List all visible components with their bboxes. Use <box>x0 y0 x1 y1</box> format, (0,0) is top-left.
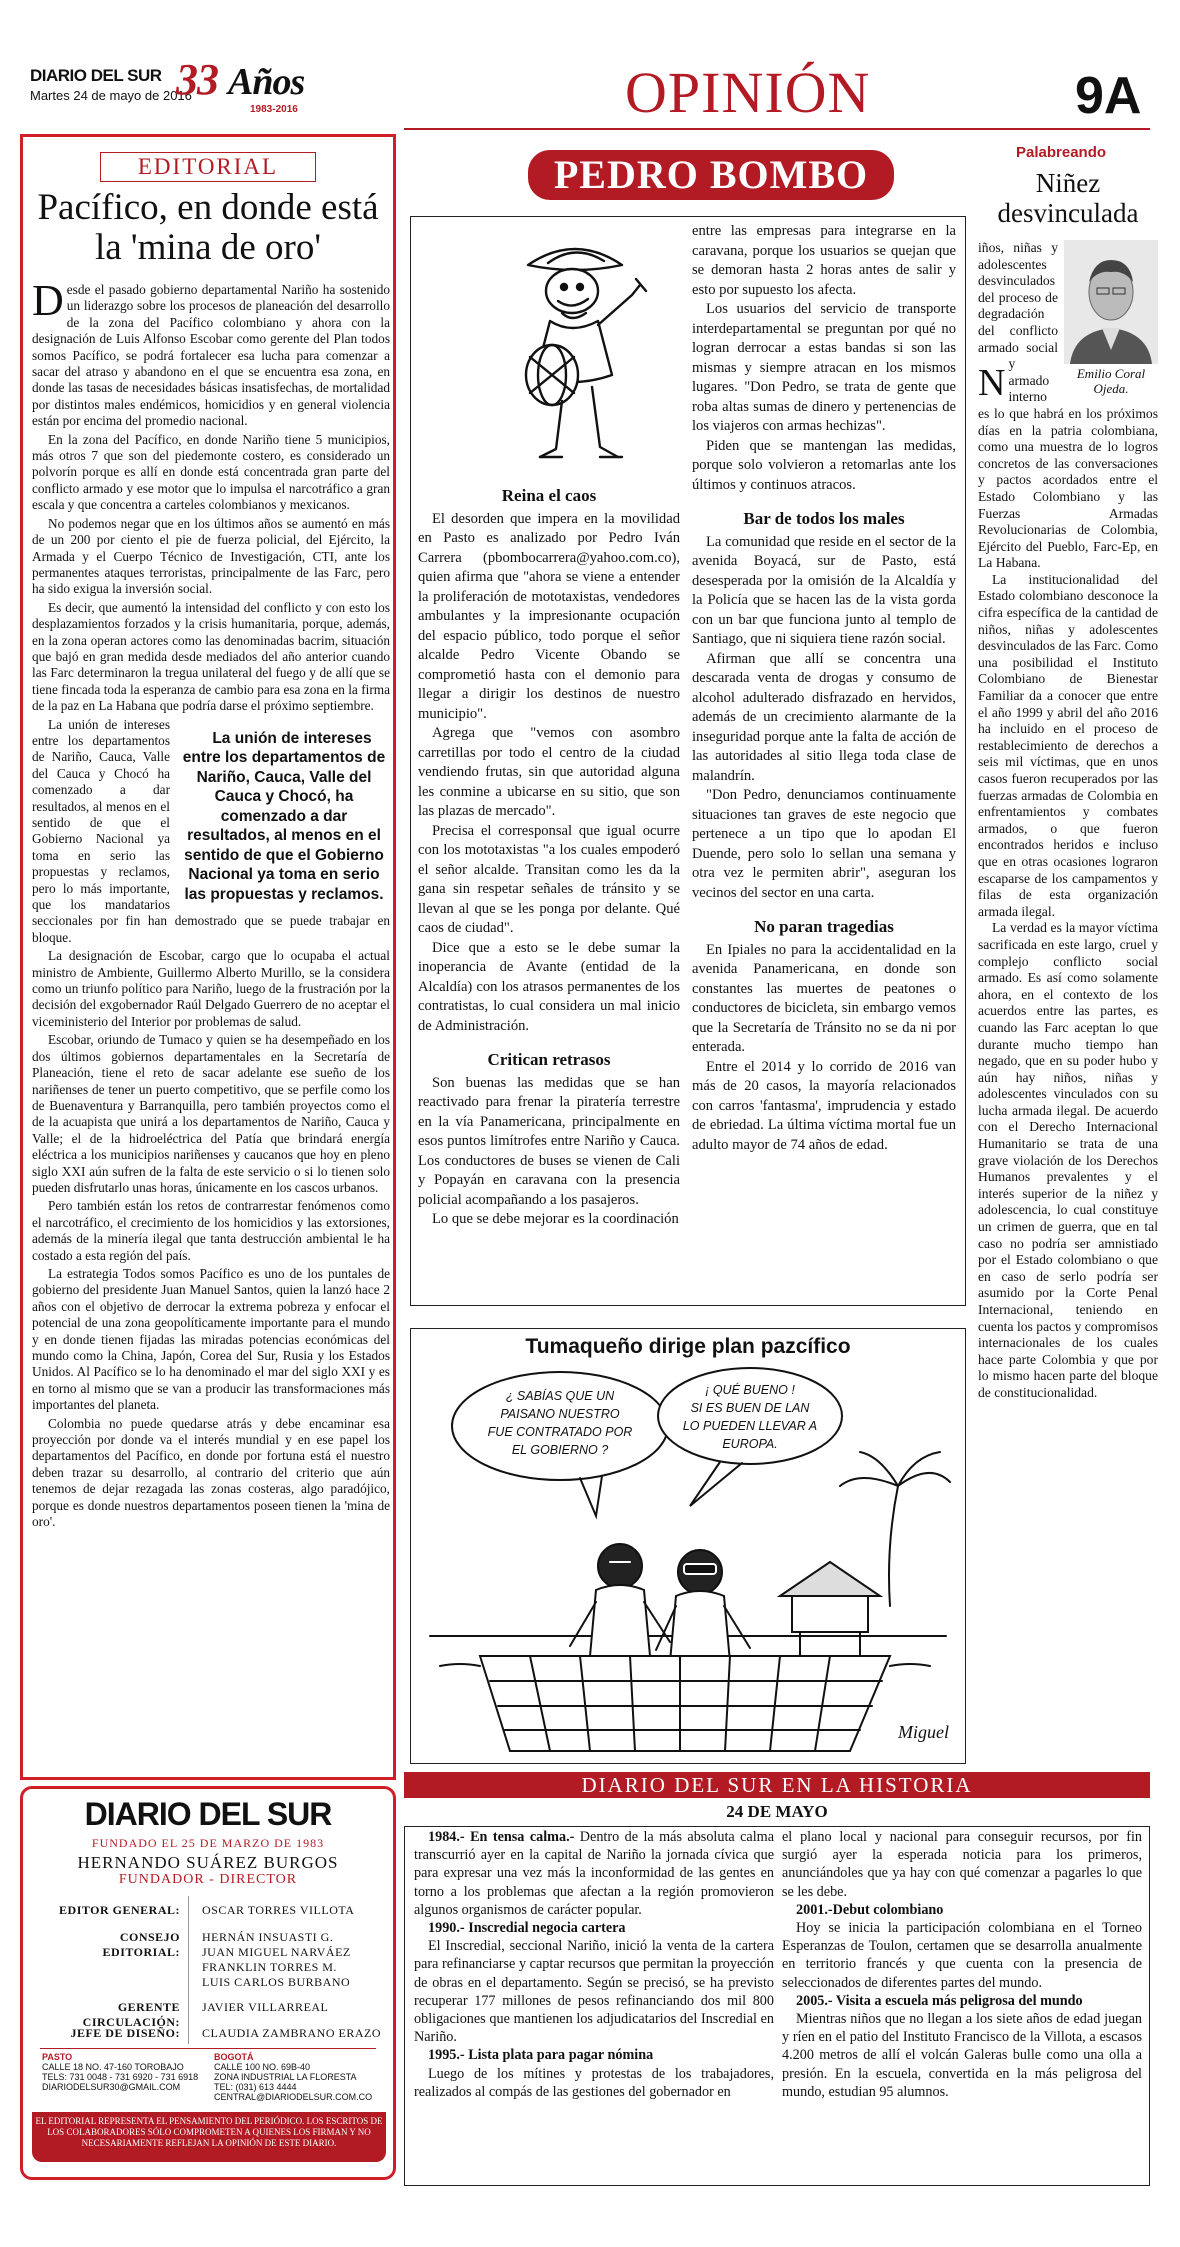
history-column-1 <box>414 1828 774 2101</box>
section-heading: Reina el caos <box>501 486 597 505</box>
column-paragraph: iños, niñas y adolescentes desvinculados del proceso de degradación del conflicto armado social y armado interno es lo que habrá en los próximos días en la patria colombiana, como una muestra de lo logros concretos de las conversaciones y pactos acordados entre el Estado Colombiano y las Fuerzas Armadas Revolucionarias de Colombia, Ejército del Pueblo, Farc-Ep, en La Habana. <box>978 240 1158 571</box>
staff-label: GERENTE CIRCULACIÓN: <box>82 2000 180 2029</box>
article-paragraph: En Ipiales no para la accidentalidad en la avenida Panamericana, en donde son constantes las muertes de peatones o conductores de bicicleta, sin embargo vemos que la Secretaría de Tránsito no se da ni por enterada. <box>692 941 956 1055</box>
page-number: 9A <box>1075 67 1142 125</box>
cartoon-title: Tumaqueño dirige plan pazcífico <box>525 1335 851 1358</box>
article-paragraph: Piden que se mantengan las medidas, porque solo volvieron a retomarlas ante los últimos y continuos atracos. <box>692 437 956 493</box>
article-paragraph: Lo que se debe mejorar es la coordinación <box>432 1211 679 1227</box>
founded-date: FUNDADO EL 25 DE MARZO DE 1983 <box>91 1836 325 1850</box>
article-paragraph: entre las empresas para integrarse en la caravana, porque los usuarios se quejan que se demoran hasta 2 horas antes de salir y esto por supuesto los afecta. <box>692 223 956 298</box>
anniversary-number: 33 <box>176 55 218 104</box>
editorial-paragraph: La designación de Escobar, cargo que lo ocupaba el actual ministro de Ambiente, Guillermo Alberto Murillo, se la considera como un triunfo político para Nariño, luego de la frustración por la decisión del exgobernador Raúl Delgado Guerrero de no aceptar el viceministerio del Interior por problemas de salud. <box>32 948 390 1029</box>
speech-text: ¿ SABÍAS QUE UN <box>505 1389 615 1403</box>
pasto-address: CALLE 18 NO. 47-160 TOROBAJO TELS: 731 0048 - 731 6920 - 731 6918 DIARIODELSUR30@GMAIL.COM <box>42 2062 199 2092</box>
pedro-bombo-column-1 <box>418 480 680 1230</box>
history-entry-heading: 2005.- Visita a escuela más peligrosa del mundo <box>796 1992 1083 2009</box>
history-entry-text: el plano local y nacional para conseguir recursos, por fin surgió ayer la esperada noticia para los primeros, anunciándoles que ya hay con qué comenzar a pagarles lo que se les debe. <box>782 1829 1142 1900</box>
history-entry-text: El Inscredial, seccional Nariño, inició la venta de la cartera para refinanciarse y captar recursos que permitan la proyección de obras en el departamento. Según se precisó, se ha previsto recuperar 177 millones de pesos refinanciando dos mil 800 obligaciones que mantienen los adjudicatarios del Inscredial en Nariño. <box>414 1938 774 2046</box>
founder-name: HERNANDO SUÁREZ BURGOS <box>77 1853 339 1872</box>
history-entry-text: Hoy se inicia la participación colombiana en el Torneo Esperanzas de Toulon, certamen que se desarrolla anualmente en territorio francés y que cuenta con la presencia de seleccionados de diferentes partes del mundo. <box>782 1920 1142 1991</box>
founder-role: FUNDADOR - DIRECTOR <box>118 1872 298 1887</box>
column-title: Niñez desvinculada <box>997 168 1139 228</box>
header-rule <box>404 128 1150 130</box>
column-paragraph: La institucionalidad del Estado colombiano desconoce la cifra específica de la cantidad de niños, niñas y adolescentes desvinculados de las Farc. Como una posibilidad el Instituto Colombiano de Bienestar Familiar da a conocer que entre el año 1999 y abril del año 2016 ha incluido en el proceso de restablecimiento de derechos a seis mil víctimas, que en unos casos fueron recuperados por las fuerzas armadas de Colombia en enfrentamientos y combates armados, o que fueron encontrados heridos e incluso que en otras ocasiones lograron escaparse de los campamentos y filas de esta organización armada ilegal. <box>978 571 1158 919</box>
editorial-pullquote: La unión de intereses entre los departamentos de Nariño, Cauca, Valle del Cauca y Chocó, ha comenzado a dar resultados, al menos en el sentido de que el Gobierno Nacional ya toma en serio las propuestas y reclamos. <box>182 729 386 903</box>
author-photo <box>1064 240 1158 364</box>
column-dropcap: N <box>978 362 1006 404</box>
pedro-bombo-title: PEDRO BOMBO <box>528 150 894 200</box>
article-paragraph: Agrega que "vemos con asombro carretillas por todo el centro de la ciudad vendiendo frutas, sin que autoridad alguna les conmine a ubicarse en su sitio, que son las plazas de mercado". <box>418 725 680 819</box>
editorial-body <box>32 276 390 1532</box>
speech-text: EUROPA. <box>722 1437 778 1451</box>
column-body <box>978 240 1158 1402</box>
article-paragraph: Afirman que allí se concentra una descarada venta de drogas y consumo de alcohol adulterado disfrazado en hervidos, además de un crecimiento alarmante de la inseguridad porque ante la falta de acción de las autoridades al sitio llega toda clase de malandrín. <box>692 650 956 784</box>
editorial-paragraph: La unión de intereses entre los departamentos de Nariño, Cauca, Valle del Cauca y Chocó ha comenzado a dar resultados, al menos en el sentido de que el Gobierno Nacional ya toma en serio las propuestas y reclamos, pero lo más importante, que los mandatarios seccionales por fin han demostrado que se puede trabajar en bloque. <box>32 716 390 945</box>
editorial-title: Pacífico, en donde está la 'mina de oro' <box>37 187 379 268</box>
speech-text: ¡ QUÉ BUENO ! <box>705 1383 795 1397</box>
article-paragraph: Precisa el corresponsal que igual ocurre con los mototaxistas "a los cuales empoderó el señor alcalde. Transitan como les da la gana sin respetar señales de tránsito y se llevan al que se les ponga por delante. Qué caos de ciudad". <box>418 822 680 936</box>
speech-text: PAISANO NUESTRO <box>500 1407 620 1421</box>
article-paragraph: Son buenas las medidas que se han reactivado para frenar la piratería terrestre en la vía Panamericana, principalmente en esos puntos limítrofes entre Nariño y Cauca. Los conductores de buses se vienen de Cali y Popayán en caravana con la presencia policial acompañando a los pasajeros. <box>418 1074 680 1208</box>
staff-label: JEFE DE DISEÑO: <box>70 2026 180 2040</box>
history-date: 24 DE MAYO <box>726 1802 828 1821</box>
staff-label: CONSEJO EDITORIAL: <box>102 1930 180 1959</box>
history-entry-text: Luego de los mítines y protestas de los trabajadores, realizados al compás de las gestiones del gobernador en <box>414 2065 774 2100</box>
anniversary-years: 1983-2016 <box>250 104 298 115</box>
article-paragraph: El desorden que impera en la movilidad en Pasto es analizado por Pedro Iván Carrera (pbombocarrera@yahoo.com.co), quien afirma que "ahora se viene a entender la proliferación de mototaxistas, vendedores ambulantes y la impresionante ocupación del espacio público, todo porque el señor alcalde Pedro Vicente Obando se comprometió hasta con el demonio para llegar a dirigir los destinos de nuestro municipio". <box>418 510 680 722</box>
article-paragraph: Dice que a esto se le debe sumar la inoperancia de Avante (entidad de la Alcaldía) con los atrasos permanentes de los contratistas, lo cual considera un mal inicio de Administración. <box>418 939 680 1034</box>
editorial-paragraph: En la zona del Pacífico, en donde Nariño tiene 5 municipios, más otros 7 que son del piedemonte costero, es considerado un polvorín porque es allí en donde está concentrada gran parte del conflicto armado y ese motor que lo impulsa el narcotráfico a gran escala y que concentra a carteles colombianos y mexicanos. <box>32 431 390 513</box>
article-paragraph: La comunidad que reside en el sector de la avenida Boyacá, sur de Pasto, está desesperada por la omisión de la Alcaldía y la Policía que se hacen las de la vista gorda con un bar que funciona junto al templo de Santiago, que ni siquiera tiene razón social. <box>692 533 956 647</box>
cartoon-illustration <box>420 1366 956 1756</box>
history-entry-text: Dentro de la más absoluta calma transcurrió ayer en la capital de Nariño la jornada cívica que para expresar una vez más la inconformidad de las gentes en torno a los problemas que afectan a la región promovieron algunos organismos de carácter popular. <box>414 1829 775 1918</box>
editorial-label: EDITORIAL <box>100 152 316 182</box>
cartoonist-signature: Miguel <box>898 1722 949 1742</box>
history-entry-text: Mientras niños que no llegan a los siete años de edad juegan y ríen en el patio del Instituto Francisco de la Villota, a escasos 4.200 metros de allí el volcán Galeras bulle como una olla a presión. En la escuela, convertida en la más peligrosa del mundo, estudian 95 alumnos. <box>782 2011 1142 2100</box>
history-entry-heading: 2001.-Debut colombiano <box>796 1901 944 1918</box>
pedro-bombo-column-2 <box>692 222 956 1155</box>
column-kicker: Palabreando <box>1016 144 1107 161</box>
speech-text: EL GOBIERNO ? <box>511 1443 609 1457</box>
editorial-paragraph: Es decir, que aumentó la intensidad del conflicto y con esto los desplazamientos forzados y la crisis humanitaria, porque, además, en la zona operan actores como las denominadas bacrim, situación que bajó en gran medida desde mediados del año anterior cuando las Farc determinaron la tregua unilateral del fuego y de allí que se tiene fincada toda la esperanza de cambio para esa zona en la firma de la paz en La Habana que podría darse el próximo septiembre. <box>32 599 390 714</box>
editorial-paragraph: Colombia no puede quedarse atrás y debe encaminar esa proyección por donde va el interés mundial y en ese papel los departamentos del Pacífico, en donde por fortuna está el nuestro deben trazar su desarrollo, al contrario del criterio que aún tenemos de dejar rezagada las zonas costeras, algo paradójico, porque es donde nuestros departamentos poseen tienen la 'mina de oro'. <box>32 1415 390 1530</box>
author-name: Emilio Coral Ojeda. <box>1076 366 1146 396</box>
history-entry-heading: 1990.- Inscredial negocia cartera <box>428 1920 626 1937</box>
history-section-bar: DIARIO DEL SUR EN LA HISTORIA <box>404 1772 1150 1798</box>
speech-text: FUE CONTRATADO POR <box>487 1425 633 1439</box>
bogota-address: CALLE 100 NO. 69B-40 ZONA INDUSTRIAL LA FLORESTA TEL: (031) 613 4444 CENTRAL@DIARIODELSUR.COM.CO <box>214 2062 373 2102</box>
speech-text: SI ES BUEN DE LAN <box>690 1401 810 1415</box>
history-entry-heading: 1984.- En tensa calma.- <box>428 1829 575 1845</box>
staff-label: EDITOR GENERAL: <box>59 1903 180 1917</box>
editorial-paragraph: No podemos negar que en los últimos años se aumentó en más de un 200 por ciento el pie de fuerza policial, del Ejército, la Armada y el Cuerpo Técnico de Investigación, CTI, ante los permanentes ataques terroristas, principalmente de las Farc, pero ha sido exigua la inversión social. <box>32 515 390 597</box>
editorial-dropcap: D <box>32 276 64 325</box>
issue-date: Martes 24 de mayo de 2016 <box>30 88 192 103</box>
editorial-paragraph: Escobar, oriundo de Tumaco y quien se ha desempeñado en los dos últimos gobiernos departamentales en la Secretaría de Planeación, tiene el reto de sacar adelante ese sueño de los nariñenses de tener un puerto competitivo, que se perfile como los de Buenaventura y Barranquilla, pero también proyectos como el de la acuapista que unirá a los departamentos de Nariño, Cauca y Valle; el de la hidroeléctrica del Patía que brindará energía eléctrica a los municipios nariñenses y caucanos que hoy en pleno siglo XXI aún sufren de la falta de este servicio o si lo tienen solo pueden disfrutarlo unas horas, únicamente en los cascos urbanos. <box>32 1032 390 1195</box>
bogota-title: BOGOTÁ <box>214 2052 254 2062</box>
speech-text: LO PUEDEN LLEVAR A <box>682 1419 818 1433</box>
editorial-paragraph: esde el pasado gobierno departamental Nariño ha sostenido un liderazgo sobre los procesos de planeación del desarrollo de la zona del Pacífico colombiano y ahora con la designación de Luis Alfonso Escobar como gerente del Plan todos somos Pacífico, se podrá fortalecer esa lucha para comenzar a sacar del atraso y abandono en el que se encuentra esa zona, en donde las tasas de necesidades básicas insatisfechas, de mortalidad por distintos males endémicos, homicidios y en general violencia están por encima del promedio nacional. <box>32 282 390 429</box>
article-paragraph: Los usuarios del servicio de transporte interdepartamental se preguntan por qué no logran derrocar a estas bandas si son las mismas y siempre atracan en los mismos lugares. "Don Pedro, se trata de gente que roba altas sumas de dinero y pertenencias de los viajeros con armas hechizas". <box>692 301 956 434</box>
section-title: OPINIÓN <box>625 60 871 125</box>
drummer-caricature-icon <box>500 225 650 465</box>
staff-value: JAVIER VILLARREAL <box>202 2000 329 2014</box>
article-paragraph: "Don Pedro, denunciamos continuamente situaciones tan graves de este negocio que pertenece a un tipo que lo apodan El Duende, pero solo lo sellan una semana y otra vez le permiten abrir", aseguran los vecinos del sector en una carta. <box>692 787 956 901</box>
section-heading: Bar de todos los males <box>743 509 905 528</box>
anniversary-logo <box>176 55 305 104</box>
staff-value: HERNÁN INSUASTI G. JUAN MIGUEL NARVÁEZ FRANKLIN TORRES M. LUIS CARLOS BURBANO <box>202 1930 351 1989</box>
anniversary-word: Años <box>228 61 305 103</box>
article-paragraph: Entre el 2014 y lo corrido de 2016 van más de 20 casos, la mayoría relacionados con carros 'fantasma', imprudencia y estado de ebriedad. La última víctima mortal fue un adulto mayor de 74 años de edad. <box>692 1058 956 1153</box>
staff-rule <box>40 2048 376 2049</box>
editorial-paragraph: La estrategia Todos somos Pacífico es uno de los puntales de gobierno del presidente Juan Manuel Santos, quien la lanzó hace 2 años con el objetivo de derrocar la extrema pobreza y enfocar el potencial de una zona geopolíticamente importante para el mundo y en donde tienen fijadas las miradas potencias económicas del mundo como la China, Japón, Corea del Sur, Rusia y los Estados Unidos. Al Pacífico se lo ha denominado el mar del siglo XXI y es en torno al mismo que se van a producir las transformaciones más importantes del planeta. <box>32 1265 390 1413</box>
editorial-paragraph: Pero también están los retos de contrarrestar fenómenos como el narcotráfico, el crecimiento de los homicidios y las extorsiones, además de la minería ilegal que tanta destrucción ambiental le ha costado a esta región del país. <box>32 1198 390 1263</box>
editorial-disclaimer: EL EDITORIAL REPRESENTA EL PENSAMIENTO DEL PERIÓDICO. LOS ESCRITOS DE LOS COLABORADORES SÓLO COMPROMETEN A QUIENES LOS FIRMAN Y NO NECESARIAMENTE REFLEJAN LA OPINIÓN DE ESTE DIARIO. <box>32 2112 386 2162</box>
staff-box-logo: DIARIO DEL SUR <box>84 1796 332 1832</box>
section-heading: Critican retrasos <box>487 1050 611 1069</box>
history-column-2 <box>782 1828 1142 2101</box>
staff-value: CLAUDIA ZAMBRANO ERAZO <box>202 2026 381 2040</box>
pasto-title: PASTO <box>42 2052 73 2062</box>
column-paragraph: La verdad es la mayor víctima sacrificada en este largo, cruel y complejo conflicto social armado. Es así como solamente ahora, en el contexto de los acuerdos entre las partes, es cuando las Farc aceptan lo que durante mucho tiempo han negado, que en su poder hubo y aún hay niños, niñas y adolescentes vinculados con su lucha armada ilegal. De acuerdo con el Derecho Internacional Humanitario se trata de una grave violación de los Derechos Humanos prevalentes y el interés superior de la niñez y adolescencia, lo cual constituye un crimen de guerra, que en tal caso no podría ser amnistiado por el Estado colombiano o que en caso de serlo podría ser asumido por la Corte Penal Internacional, teniendo en cuenta los pactos y compromisos internacionales de los cuales hace parte Colombia y que por lo mismo hacen parte del bloque de constitucionalidad. <box>978 920 1158 1400</box>
staff-divider <box>188 1896 189 2044</box>
masthead-brand: DIARIO DEL SUR <box>30 66 162 85</box>
section-heading: No paran tragedias <box>754 917 894 936</box>
staff-value: OSCAR TORRES VILLOTA <box>202 1903 355 1917</box>
history-entry-heading: 1995.- Lista plata para pagar nómina <box>428 2047 654 2064</box>
